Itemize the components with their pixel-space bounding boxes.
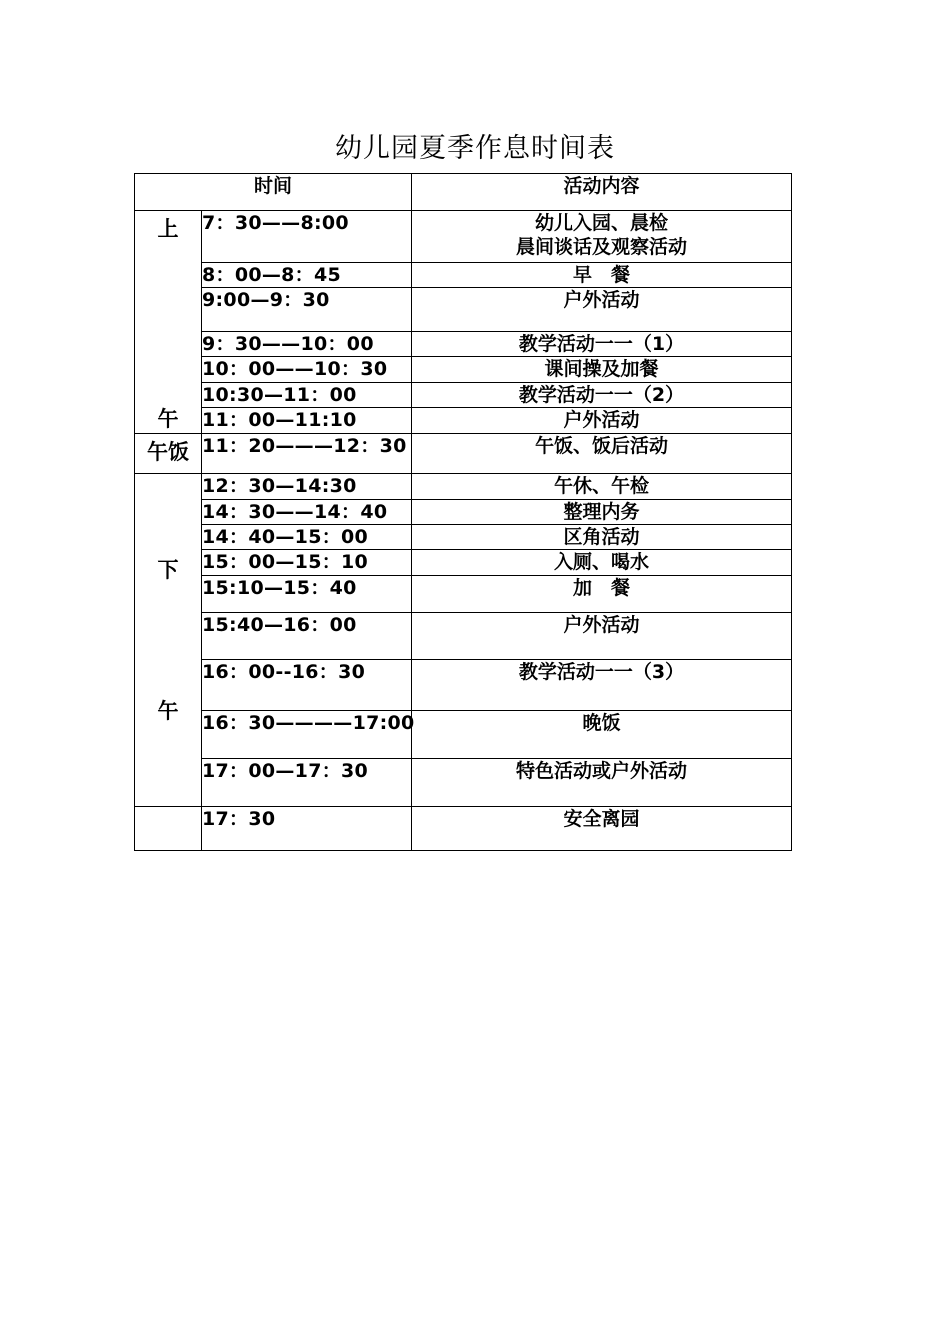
period-afternoon-top: 下 (157, 558, 179, 582)
period-lunch (135, 434, 202, 474)
time-cell: 14：30——14：40 (202, 500, 412, 525)
time-cell: 12：30—14:30 (202, 474, 412, 500)
time-cell: 11：20———12：30 (202, 434, 412, 474)
activity-cell: 晚饭 (412, 711, 792, 759)
table-row (135, 759, 792, 807)
table-row (135, 550, 792, 576)
table-row (135, 613, 792, 660)
time-cell: 15:10—15：40 (202, 576, 412, 613)
activity-cell: 课间操及加餐 (412, 357, 792, 383)
time-cell: 11：00—11:10 (202, 408, 412, 434)
table-row (135, 576, 792, 613)
table-row (135, 474, 792, 500)
table-row (135, 288, 792, 332)
activity-line: 晨间谈话及观察活动 (516, 236, 688, 258)
time-cell: 17：30 (202, 807, 412, 851)
table-row (135, 211, 792, 263)
table-row (135, 711, 792, 759)
period-lunch-label: 午饭 (147, 440, 189, 464)
activity-line: 幼儿入园、晨检 (535, 212, 669, 234)
period-afternoon-bottom: 午 (157, 699, 179, 723)
table-row (135, 263, 792, 288)
activity-cell: 户外活动 (412, 408, 792, 434)
table-row (135, 434, 792, 474)
time-cell: 16：00--16：30 (202, 660, 412, 711)
activity-cell: 户外活动 (412, 613, 792, 660)
time-cell: 17：00—17：30 (202, 759, 412, 807)
table-row (135, 807, 792, 851)
time-cell: 10：00——10：30 (202, 357, 412, 383)
activity-cell: 户外活动 (412, 288, 792, 332)
time-cell: 7：30——8:00 (202, 211, 412, 263)
activity-cell: 加 餐 (412, 576, 792, 613)
activity-cell: 教学活动一一（2） (412, 383, 792, 408)
page-title: 幼儿园夏季作息时间表 (335, 133, 615, 164)
time-cell: 15：00—15：10 (202, 550, 412, 576)
schedule-table (134, 173, 792, 851)
activity-cell: 早 餐 (412, 263, 792, 288)
time-cell: 15:40—16：00 (202, 613, 412, 660)
activity-cell: 教学活动一一（3） (412, 660, 792, 711)
table-row (135, 660, 792, 711)
table-row (135, 500, 792, 525)
activity-cell: 入厕、喝水 (412, 550, 792, 576)
table-row (135, 332, 792, 357)
period-morning-bottom: 午 (157, 407, 179, 431)
activity-cell: 安全离园 (412, 807, 792, 851)
activity-cell: 午休、午检 (412, 474, 792, 500)
time-cell: 16：30————17:00 (202, 711, 412, 759)
table-row (135, 525, 792, 550)
activity-cell: 区角活动 (412, 525, 792, 550)
activity-cell (412, 211, 792, 263)
time-cell: 14：40—15：00 (202, 525, 412, 550)
activity-cell: 特色活动或户外活动 (412, 759, 792, 807)
table-row (135, 383, 792, 408)
time-cell: 10:30—11：00 (202, 383, 412, 408)
period-afternoon (135, 474, 202, 807)
table-row (135, 408, 792, 434)
activity-cell: 午饭、饭后活动 (412, 434, 792, 474)
time-cell: 8：00—8：45 (202, 263, 412, 288)
activity-cell: 整理内务 (412, 500, 792, 525)
time-cell: 9：30——10：00 (202, 332, 412, 357)
activity-cell: 教学活动一一（1） (412, 332, 792, 357)
time-cell: 9:00—9：30 (202, 288, 412, 332)
table-row (135, 357, 792, 383)
header-activity: 活动内容 (412, 174, 792, 211)
header-row (135, 174, 792, 211)
period-morning (135, 211, 202, 434)
header-time: 时间 (135, 174, 412, 211)
period-morning-top: 上 (157, 217, 179, 241)
period-empty (135, 807, 202, 851)
